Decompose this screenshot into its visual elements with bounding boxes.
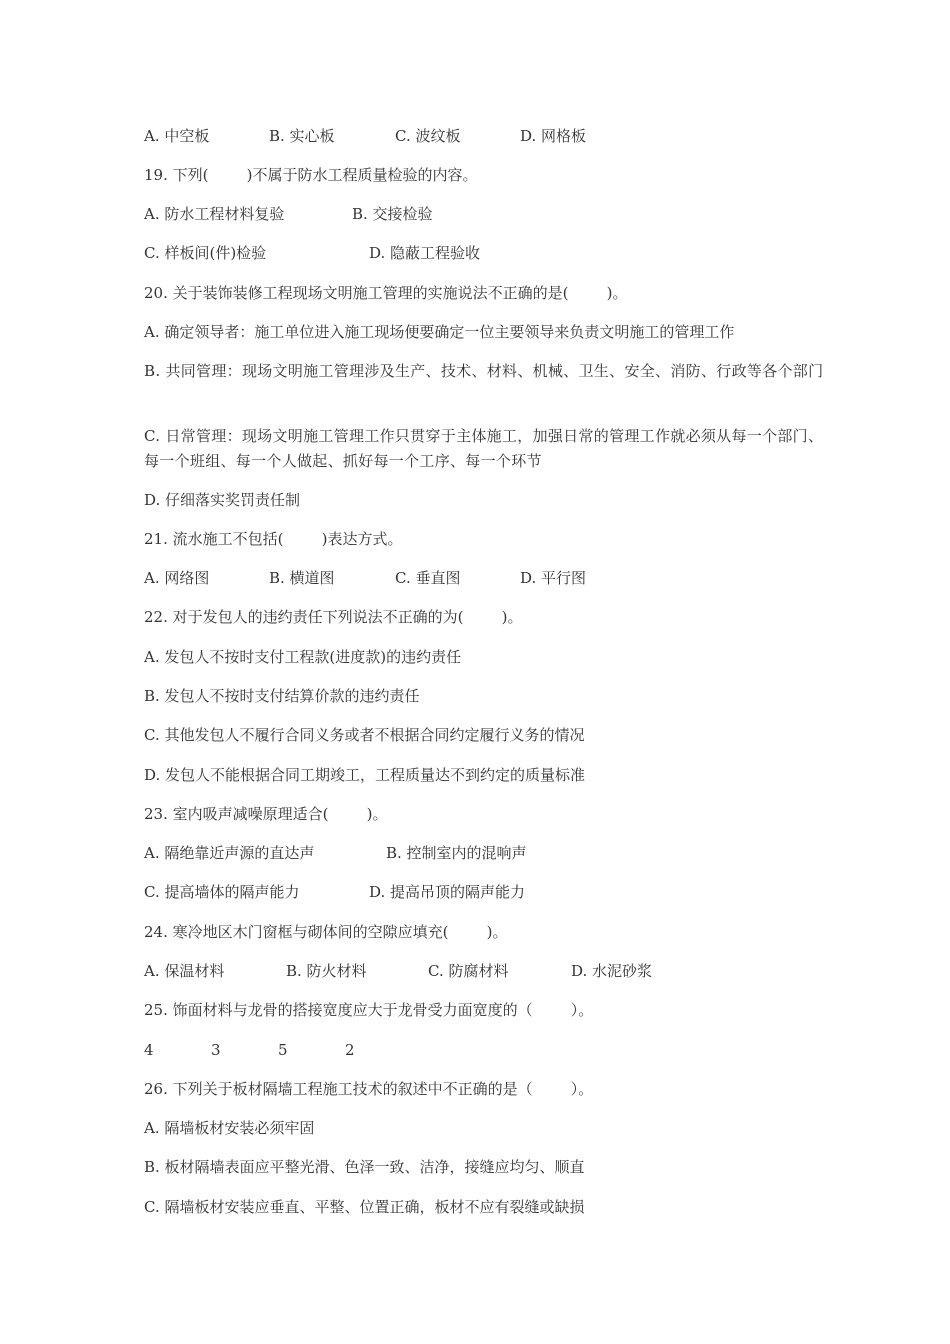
- question-23: 23. 室内吸声减噪原理适合( )。: [144, 805, 388, 823]
- option-c: C. 垂直图: [395, 569, 461, 587]
- option-value: 4: [144, 1041, 154, 1059]
- option-c: C. 波纹板: [395, 127, 461, 145]
- question-20: 20. 关于装饰装修工程现场文明施工管理的实施说法不正确的是( )。: [144, 284, 628, 302]
- option-d: D. 网格板: [520, 127, 587, 145]
- option-value: 2: [345, 1041, 355, 1059]
- option-a: A. 防水工程材料复验: [144, 205, 285, 223]
- option-b: B. 横道图: [269, 569, 335, 587]
- q20-option-a: A. 确定领导者：施工单位进入施工现场便要确定一位主要领导来负责文明施工的管理工作: [144, 323, 735, 341]
- q22-option-b: B. 发包人不按时支付结算价款的违约责任: [144, 687, 420, 705]
- option-a: A. 网络图: [144, 569, 210, 587]
- question-19: 19. 下列( )不属于防水工程质量检验的内容。: [144, 166, 478, 184]
- option-a: A. 中空板: [144, 127, 210, 145]
- option-b: B. 交接检验: [352, 205, 433, 223]
- question-26: 26. 下列关于板材隔墙工程施工技术的叙述中不正确的是（ ）。: [144, 1080, 594, 1098]
- q22-option-d: D. 发包人不能根据合同工期竣工，工程质量达不到约定的质量标准: [144, 766, 586, 784]
- q26-option-b: B. 板材隔墙表面应平整光滑、色泽一致、洁净，接缝应均匀、顺直: [144, 1158, 585, 1176]
- q22-option-c: C. 其他发包人不履行合同义务或者不根据合同约定履行义务的情况: [144, 726, 585, 744]
- option-c: C. 防腐材料: [428, 962, 509, 980]
- q20-option-d: D. 仔细落实奖罚责任制: [144, 491, 301, 509]
- question-21: 21. 流水施工不包括( )表达方式。: [144, 530, 403, 548]
- option-d: D. 水泥砂浆: [571, 962, 653, 980]
- q26-option-c: C. 隔墙板材安装应垂直、平整、位置正确，板材不应有裂缝或缺损: [144, 1198, 585, 1216]
- question-24: 24. 寒冷地区木门窗框与砌体间的空隙应填充( )。: [144, 923, 508, 941]
- option-b: B. 实心板: [269, 127, 335, 145]
- q26-option-a: A. 隔墙板材安装必须牢固: [144, 1119, 315, 1137]
- question-25: 25. 饰面材料与龙骨的搭接宽度应大于龙骨受力面宽度的（ ）。: [144, 1001, 594, 1019]
- option-a: A. 隔绝靠近声源的直达声: [144, 844, 315, 862]
- option-b: B. 防火材料: [286, 962, 367, 980]
- option-b: B. 控制室内的混响声: [386, 844, 527, 862]
- question-22: 22. 对于发包人的违约责任下列说法不正确的为( )。: [144, 608, 523, 626]
- option-d: D. 提高吊顶的隔声能力: [369, 883, 526, 901]
- option-d: D. 平行图: [520, 569, 587, 587]
- option-c: C. 样板间(件)检验: [144, 244, 267, 262]
- option-value: 3: [211, 1041, 221, 1059]
- q22-option-a: A. 发包人不按时支付工程款(进度款)的违约责任: [144, 648, 462, 666]
- option-a: A. 保温材料: [144, 962, 225, 980]
- option-d: D. 隐蔽工程验收: [369, 244, 481, 262]
- option-c: C. 提高墙体的隔声能力: [144, 883, 300, 901]
- q20-option-b: B. 共同管理：现场文明施工管理涉及生产、技术、材料、机械、卫生、安全、消防、行政等各个部门: [144, 362, 824, 380]
- q20-option-c: C. 日常管理：现场文明施工管理工作只贯穿于主体施工，加强日常的管理工作就必须从每一个部门、每一个班组、每一个人做起、抓好每一个工序、每一个环节: [144, 427, 824, 470]
- option-value: 5: [278, 1041, 288, 1059]
